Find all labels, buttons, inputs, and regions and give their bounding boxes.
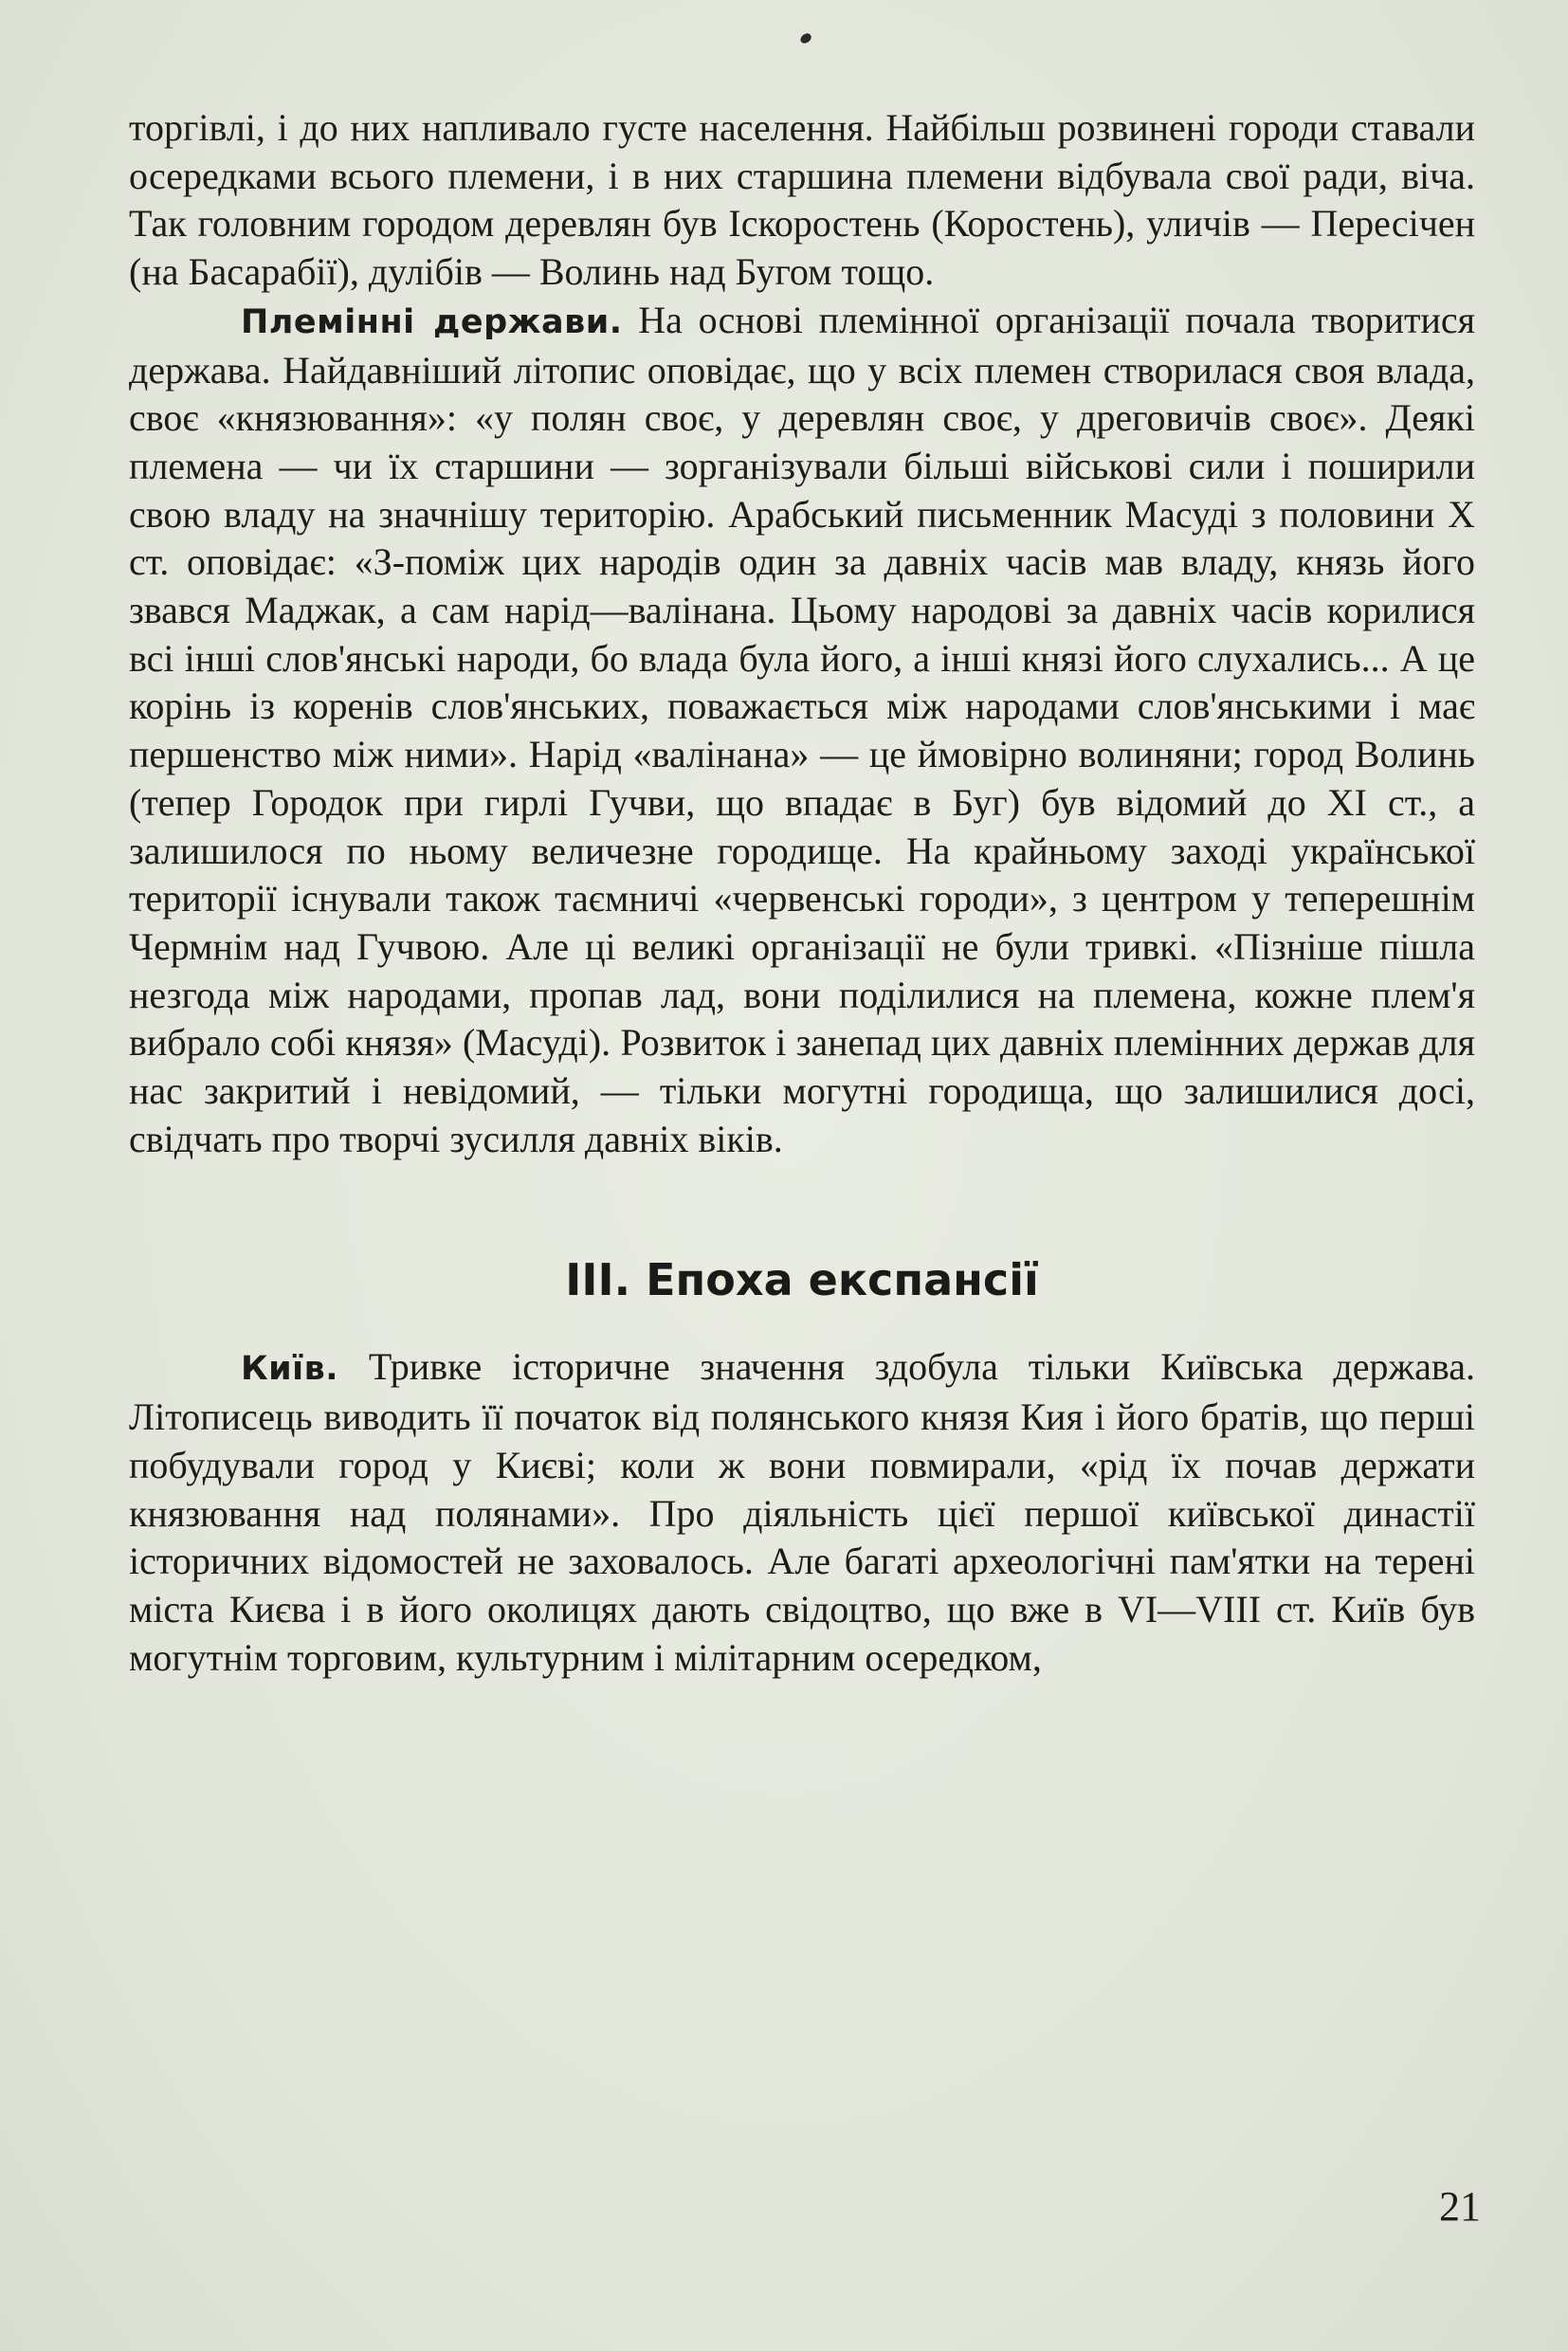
paragraph-1-text: торгівлі, і до них напливало густе населення. Найбільш розвинені городи ставали осередками всього племени, і в них старшина племени відбувала свої ради, віча. Так головним городом деревлян був Іскоростень (Коростень), уличів — Пересічен (на Басарабії), дулібів — Волинь над Бугом тощо. — [129, 106, 1475, 294]
section-heading: III. Епоха експансії — [565, 1254, 1039, 1306]
ink-blot — [799, 32, 813, 45]
page-body — [129, 104, 1475, 1682]
paragraph-2-lead: Племінні держави. — [241, 302, 623, 341]
paragraph-3-lead: Київ. — [241, 1350, 339, 1389]
paragraph-2-body: На основі племінної організації почала творитися держава. Найдавніший літопис оповідає, що у всіх племен створилася своя влада, своє «князювання»: «у полян своє, у деревлян своє, у дреговичів своє». Деякі племена — чи їх старшини — зорганізували більші військові сили і поширили свою владу на значнішу територію. Арабський письменник Масуді з половини X ст. оповідає: «З-поміж цих народів один за давніх часів мав владу, князь його звався Маджак, а сам нарід—валінана. Цьому народові за давніх часів корилися всі інші слов'янські народи, бо влада була його, а інші князі його слухались... А це корінь із коренів слов'янських, поважається між народами слов'янськими і має першенство між ними». Нарід «валінана» — це ймовірно волиняни; город Волинь (тепер Городок при гирлі Гучви, що впадає в Буг) був відомий до XI ст., а залишилося по ньому величезне городище. На крайньому заході української території існували також таємничі «червенські городи», з центром у теперешнім Чермнім над Гучвою. Але ці великі організації не були тривкі. «Пізніше пішла незгода між народами, пропав лад, вони поділилися на племена, кожне плем'я вибрало собі князя» (Масуді). Розвиток і занепад цих давніх племінних держав для нас закритий і невідомий, — тільки могутні городища, що залишилися досі, свідчать про творчі зусилля давніх віків. — [129, 298, 1476, 1160]
paragraph-3-body: Тривке історичне значення здобула тільки Київська держава. Літописець виводить її початок від полянського князя Кия і його братів, що перші побудували город у Києві; коли ж вони повмирали, «рід їх почав держати князювання над полянами». Про діяльність цієї першої київської династії історичних відомостей не заховалось. Але багаті археологічні пам'ятки на терені міста Києва і в його околицях дають свідоцтво, що вже в VI—VIII ст. Київ був могутнім торговим, культурним і мілітарним осередком, — [129, 1345, 1475, 1679]
paragraph-3 — [129, 1343, 1475, 1682]
paragraph-1 — [129, 104, 1475, 297]
page-number: 21 — [1439, 2183, 1481, 2230]
paragraph-2 — [129, 297, 1475, 1164]
